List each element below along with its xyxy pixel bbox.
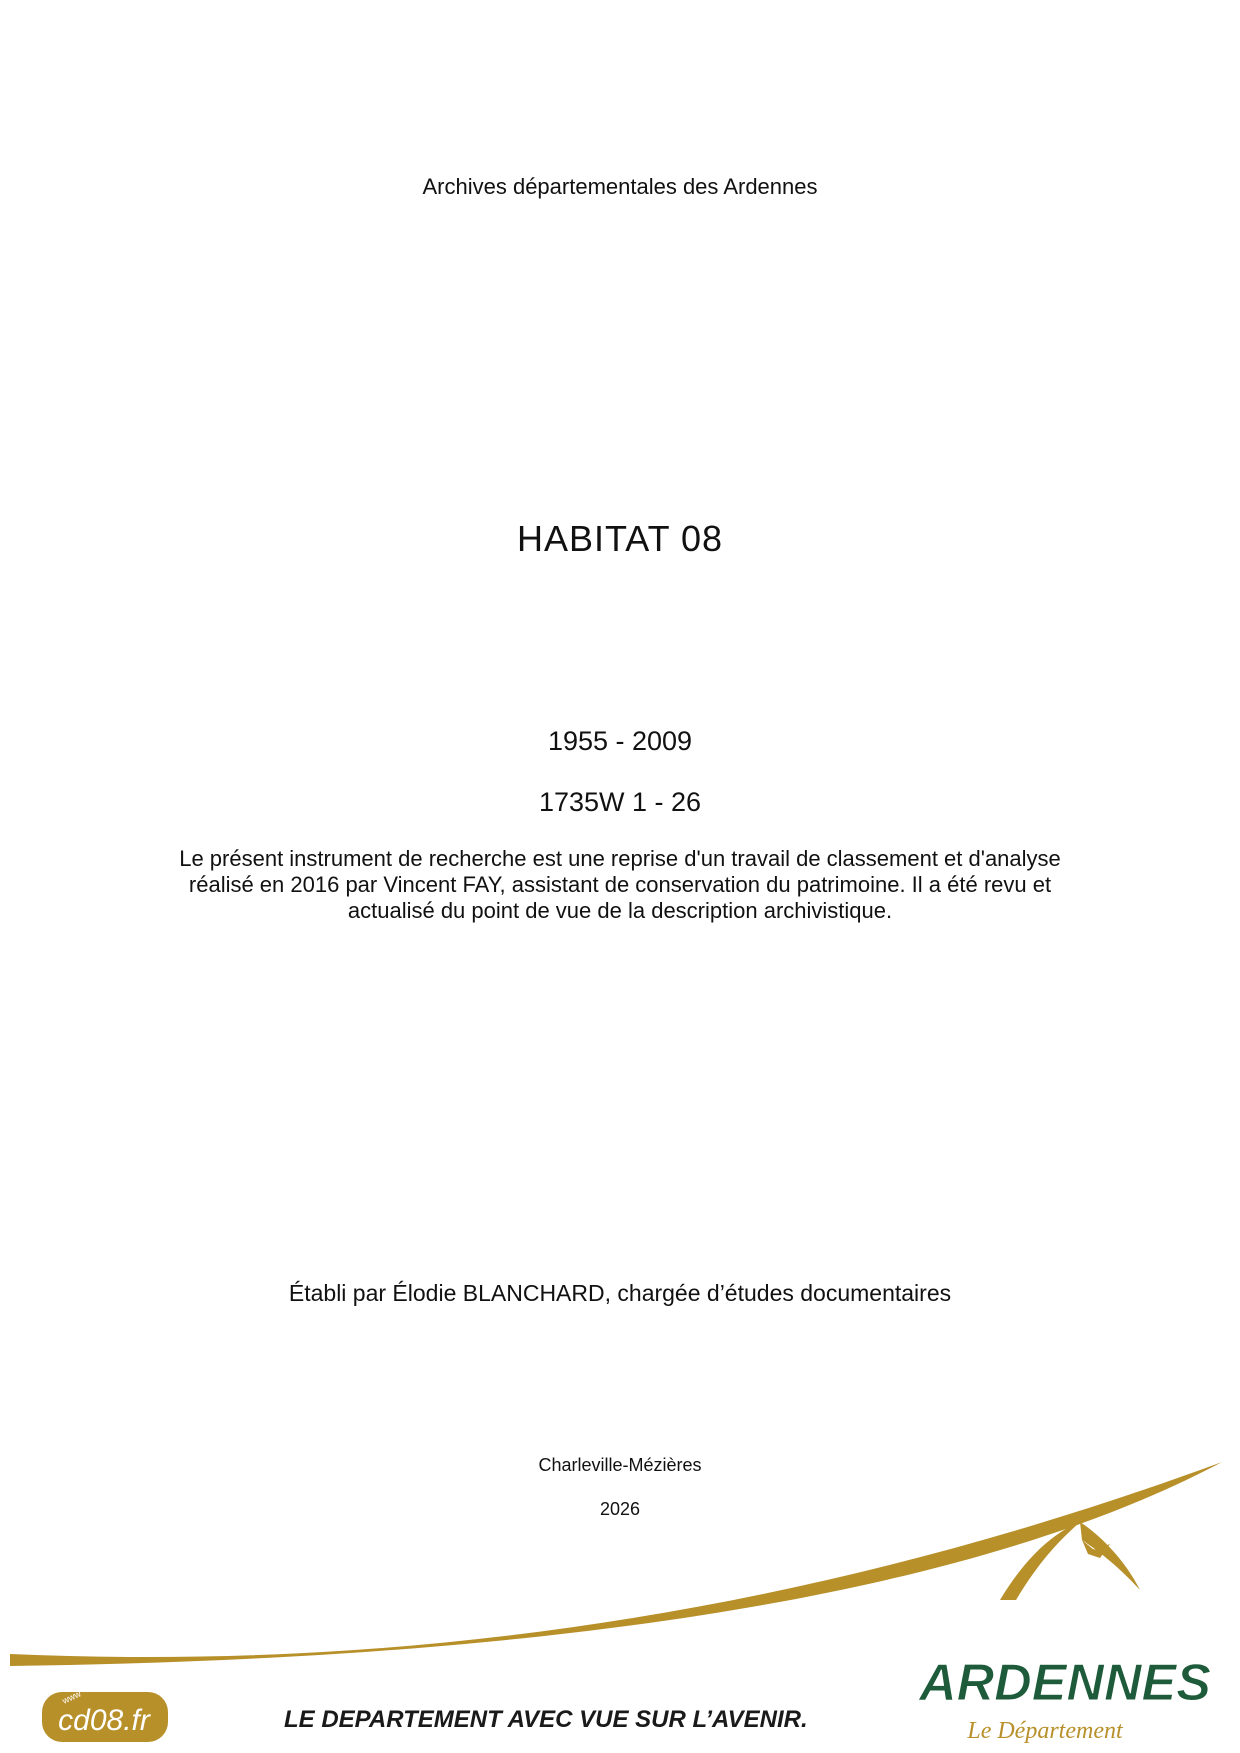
brand-subtitle: Le Département	[967, 1718, 1123, 1744]
site-name: cd08.fr	[58, 1704, 150, 1737]
brand-name: ARDENNES	[919, 1654, 1211, 1712]
date-range: 1955 - 2009	[547, 726, 693, 756]
site-prefix: www	[60, 1688, 83, 1706]
publication-year: 2026	[599, 1499, 641, 1519]
intro-paragraph: Le présent instrument de recherche est une reprise d'un travail de classement et d'analyse réalisé en 2016 par Vincent FAY, assistant de conservation du patrimoine. Il a été revu et actualisé du point de vue de la description archivistique.	[179, 846, 1061, 923]
institution-name: Archives départementales des Ardennes	[422, 174, 818, 199]
department-footer-banner	[0, 1440, 1240, 1753]
document-title: HABITAT 08	[516, 518, 724, 559]
place-name: Charleville-Mézières	[538, 1455, 702, 1475]
call-number: 1735W 1 - 26	[538, 787, 702, 817]
slogan: LE DEPARTEMENT AVEC VUE SUR L’AVENIR.	[284, 1706, 808, 1733]
author-line: Établi par Élodie BLANCHARD, chargée d’études documentaires	[288, 1280, 952, 1306]
cd08-logo	[42, 1688, 168, 1742]
